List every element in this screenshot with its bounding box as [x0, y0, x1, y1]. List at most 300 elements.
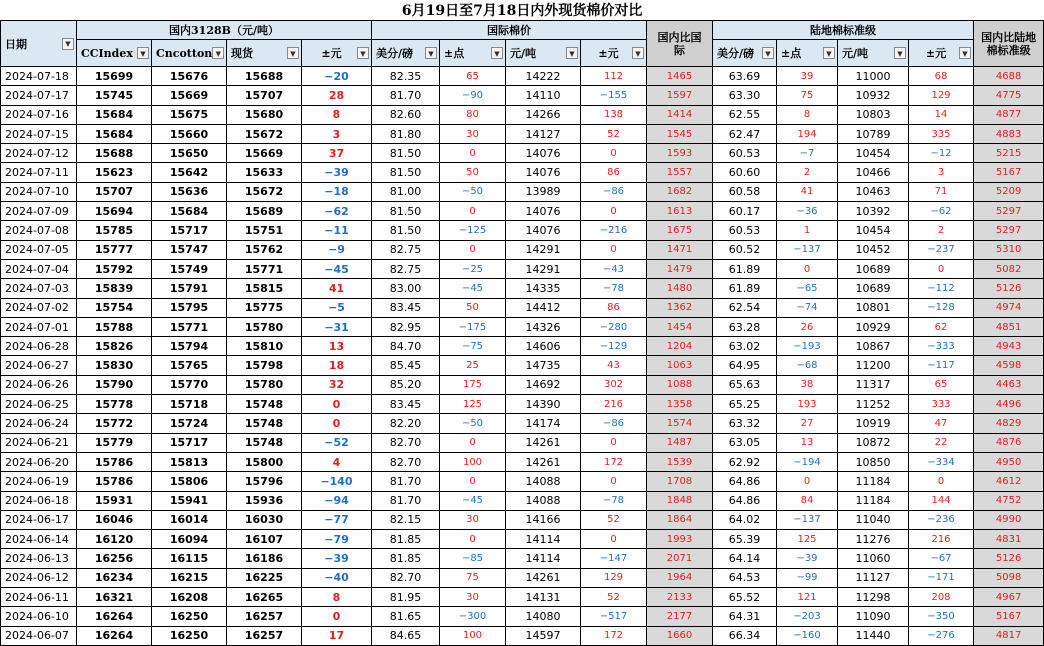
- price-cell: 14166: [506, 510, 581, 529]
- price-cell: 16014: [152, 510, 227, 529]
- col-header-landed-cents-lb[interactable]: 美分/磅 ▼: [713, 40, 777, 67]
- group-header-landed: 陆地棉标准级: [713, 21, 974, 40]
- table-row: [1, 568, 1044, 587]
- table-row: [1, 491, 1044, 510]
- filter-dropdown-icon[interactable]: ▼: [762, 47, 774, 59]
- filter-dropdown-icon[interactable]: ▼: [566, 47, 578, 59]
- table-row: [1, 86, 1044, 105]
- change-cell: 86: [581, 298, 647, 317]
- price-cell: 10867: [838, 337, 909, 356]
- price-cell: 15778: [77, 395, 152, 414]
- price-cell: 16265: [227, 588, 302, 607]
- change-cell: 0: [581, 530, 647, 549]
- spread-cell: 4496: [974, 395, 1044, 414]
- price-cell: 81.70: [372, 491, 440, 510]
- price-cell: 14076: [506, 144, 581, 163]
- col-header-cncotton[interactable]: Cncotton ▼: [152, 40, 227, 67]
- filter-dropdown-icon[interactable]: ▼: [62, 38, 74, 50]
- filter-dropdown-icon[interactable]: ▼: [959, 47, 971, 59]
- change-cell: −334: [909, 452, 974, 471]
- price-cell: 15660: [152, 124, 227, 143]
- price-cell: 15694: [77, 202, 152, 221]
- change-cell: 50: [440, 163, 506, 182]
- date-cell: 2024-06-14: [1, 530, 77, 549]
- price-cell: 81.70: [372, 472, 440, 491]
- table-row: [1, 240, 1044, 259]
- price-cell: 10872: [838, 433, 909, 452]
- col-header-intl-cents-lb[interactable]: 美分/磅 ▼: [372, 40, 440, 67]
- date-cell: 2024-06-18: [1, 491, 77, 510]
- col-header-intl-yuan-ton[interactable]: 元/吨 ▼: [506, 40, 581, 67]
- price-cell: 14131: [506, 588, 581, 607]
- spread-cell: 4974: [974, 298, 1044, 317]
- spread-cell: 1593: [647, 144, 713, 163]
- change-cell: 302: [581, 375, 647, 394]
- price-cell: 15699: [77, 67, 152, 86]
- price-cell: 14597: [506, 626, 581, 645]
- change-cell: 62: [909, 317, 974, 336]
- change-cell: 0: [302, 607, 372, 626]
- filter-dropdown-icon[interactable]: ▼: [357, 47, 369, 59]
- price-cell: 15777: [77, 240, 152, 259]
- table-row: [1, 530, 1044, 549]
- table-row: [1, 395, 1044, 414]
- price-cell: 15688: [77, 144, 152, 163]
- change-cell: 3: [302, 124, 372, 143]
- table-row: [1, 375, 1044, 394]
- change-cell: −99: [777, 568, 838, 587]
- spread-cell: 5215: [974, 144, 1044, 163]
- change-cell: 193: [777, 395, 838, 414]
- price-cell: 15798: [227, 356, 302, 375]
- price-cell: 16030: [227, 510, 302, 529]
- change-cell: −7: [777, 144, 838, 163]
- change-cell: −43: [581, 259, 647, 278]
- price-cell: 60.60: [713, 163, 777, 182]
- table-row: [1, 221, 1044, 240]
- price-cell: 15826: [77, 337, 152, 356]
- change-cell: 0: [440, 240, 506, 259]
- change-cell: −50: [440, 414, 506, 433]
- spread-cell: 4883: [974, 124, 1044, 143]
- change-cell: −5: [302, 298, 372, 317]
- change-cell: 8: [777, 105, 838, 124]
- change-cell: −160: [777, 626, 838, 645]
- price-cell: 81.95: [372, 588, 440, 607]
- filter-dropdown-icon[interactable]: ▼: [137, 47, 149, 59]
- price-cell: 81.50: [372, 163, 440, 182]
- date-cell: 2024-06-17: [1, 510, 77, 529]
- table-row: [1, 433, 1044, 452]
- price-cell: 11184: [838, 491, 909, 510]
- spread-cell: 5310: [974, 240, 1044, 259]
- change-cell: 32: [302, 375, 372, 394]
- change-cell: −112: [909, 279, 974, 298]
- price-cell: 14335: [506, 279, 581, 298]
- price-cell: 84.65: [372, 626, 440, 645]
- spread-cell: 5167: [974, 163, 1044, 182]
- spread-cell: 2133: [647, 588, 713, 607]
- change-cell: −20: [302, 67, 372, 86]
- change-cell: 138: [581, 105, 647, 124]
- change-cell: 0: [440, 433, 506, 452]
- spread-cell: 1471: [647, 240, 713, 259]
- price-cell: 15775: [227, 298, 302, 317]
- date-cell: 2024-07-01: [1, 317, 77, 336]
- price-cell: 15806: [152, 472, 227, 491]
- price-cell: 61.89: [713, 259, 777, 278]
- date-cell: 2024-07-16: [1, 105, 77, 124]
- price-cell: 15623: [77, 163, 152, 182]
- change-cell: 0: [581, 144, 647, 163]
- price-cell: 16225: [227, 568, 302, 587]
- spread-cell: 4775: [974, 86, 1044, 105]
- price-cell: 15684: [152, 202, 227, 221]
- spread-cell: 5297: [974, 202, 1044, 221]
- price-cell: 65.39: [713, 530, 777, 549]
- spread-cell: 1414: [647, 105, 713, 124]
- price-cell: 82.70: [372, 433, 440, 452]
- price-cell: 16257: [227, 607, 302, 626]
- change-cell: 71: [909, 182, 974, 201]
- filter-dropdown-icon[interactable]: ▼: [491, 47, 503, 59]
- change-cell: 0: [440, 144, 506, 163]
- price-cell: 64.95: [713, 356, 777, 375]
- spread-cell: 4950: [974, 452, 1044, 471]
- change-cell: 8: [302, 588, 372, 607]
- change-cell: −300: [440, 607, 506, 626]
- table-row: [1, 163, 1044, 182]
- table-row: [1, 124, 1044, 143]
- change-cell: −276: [909, 626, 974, 645]
- change-cell: −31: [302, 317, 372, 336]
- price-cell: 16215: [152, 568, 227, 587]
- table-row: [1, 549, 1044, 568]
- change-cell: 22: [909, 433, 974, 452]
- date-cell: 2024-07-10: [1, 182, 77, 201]
- change-cell: −39: [777, 549, 838, 568]
- price-cell: 15765: [152, 356, 227, 375]
- change-cell: −90: [440, 86, 506, 105]
- spread-cell: 1864: [647, 510, 713, 529]
- col-header-landed-yuan-change[interactable]: ±元 ▼: [909, 40, 974, 67]
- change-cell: 27: [777, 414, 838, 433]
- table-row: [1, 105, 1044, 124]
- filter-dropdown-icon[interactable]: ▼: [823, 47, 835, 59]
- price-cell: 14261: [506, 568, 581, 587]
- spread-cell: 4612: [974, 472, 1044, 491]
- date-cell: 2024-06-10: [1, 607, 77, 626]
- price-cell: 15779: [77, 433, 152, 452]
- price-cell: 82.75: [372, 259, 440, 278]
- price-cell: 82.15: [372, 510, 440, 529]
- price-cell: 15796: [227, 472, 302, 491]
- change-cell: 1: [777, 221, 838, 240]
- table-row: [1, 607, 1044, 626]
- change-cell: −12: [909, 144, 974, 163]
- price-cell: 15771: [152, 317, 227, 336]
- price-cell: 81.50: [372, 202, 440, 221]
- spread-cell: 1088: [647, 375, 713, 394]
- price-cell: 11317: [838, 375, 909, 394]
- spread-cell: 4831: [974, 530, 1044, 549]
- change-cell: 2: [909, 221, 974, 240]
- change-cell: 84: [777, 491, 838, 510]
- change-cell: −62: [909, 202, 974, 221]
- change-cell: 0: [440, 472, 506, 491]
- price-cell: 11060: [838, 549, 909, 568]
- price-cell: 15676: [152, 67, 227, 86]
- price-cell: 85.45: [372, 356, 440, 375]
- price-cell: 15780: [227, 317, 302, 336]
- change-cell: −517: [581, 607, 647, 626]
- change-cell: 129: [909, 86, 974, 105]
- price-cell: 10801: [838, 298, 909, 317]
- price-cell: 14291: [506, 240, 581, 259]
- change-cell: −50: [440, 182, 506, 201]
- change-cell: 0: [302, 414, 372, 433]
- price-cell: 15672: [227, 182, 302, 201]
- price-cell: 81.85: [372, 549, 440, 568]
- price-cell: 15770: [152, 375, 227, 394]
- date-cell: 2024-06-11: [1, 588, 77, 607]
- price-cell: 14412: [506, 298, 581, 317]
- change-cell: 14: [909, 105, 974, 124]
- price-cell: 15680: [227, 105, 302, 124]
- price-cell: 81.85: [372, 530, 440, 549]
- change-cell: −18: [302, 182, 372, 201]
- price-cell: 15786: [77, 472, 152, 491]
- price-cell: 60.53: [713, 221, 777, 240]
- price-cell: 14261: [506, 433, 581, 452]
- price-cell: 84.70: [372, 337, 440, 356]
- spread-cell: 5126: [974, 549, 1044, 568]
- table-row: [1, 510, 1044, 529]
- price-cell: 10466: [838, 163, 909, 182]
- change-cell: 47: [909, 414, 974, 433]
- change-cell: −137: [777, 510, 838, 529]
- spread-cell: 5167: [974, 607, 1044, 626]
- price-cell: 11440: [838, 626, 909, 645]
- change-cell: 0: [581, 472, 647, 491]
- price-cell: 16107: [227, 530, 302, 549]
- col-header-intl-yuan-change[interactable]: ±元 ▼: [581, 40, 647, 67]
- spread-cell: 4829: [974, 414, 1044, 433]
- col-header-date[interactable]: 日期 ▼: [1, 21, 77, 67]
- filter-dropdown-icon[interactable]: ▼: [894, 47, 906, 59]
- price-cell: 15810: [227, 337, 302, 356]
- price-cell: 81.80: [372, 124, 440, 143]
- change-cell: −86: [581, 182, 647, 201]
- change-cell: 100: [440, 452, 506, 471]
- change-cell: 50: [440, 298, 506, 317]
- price-cell: 63.28: [713, 317, 777, 336]
- change-cell: 100: [440, 626, 506, 645]
- table-row: [1, 182, 1044, 201]
- price-cell: 15675: [152, 105, 227, 124]
- change-cell: 0: [440, 530, 506, 549]
- price-cell: 15762: [227, 240, 302, 259]
- filter-dropdown-icon[interactable]: ▼: [632, 47, 644, 59]
- change-cell: 121: [777, 588, 838, 607]
- change-cell: −216: [581, 221, 647, 240]
- price-cell: 16257: [227, 626, 302, 645]
- col-header-domestic-change[interactable]: ±元 ▼: [302, 40, 372, 67]
- price-cell: 15688: [227, 67, 302, 86]
- change-cell: −333: [909, 337, 974, 356]
- price-cell: 15785: [77, 221, 152, 240]
- filter-dropdown-icon[interactable]: ▼: [425, 47, 437, 59]
- spread-cell: 5209: [974, 182, 1044, 201]
- change-cell: −237: [909, 240, 974, 259]
- change-cell: −155: [581, 86, 647, 105]
- price-cell: 15790: [77, 375, 152, 394]
- change-cell: −94: [302, 491, 372, 510]
- change-cell: 25: [440, 356, 506, 375]
- date-cell: 2024-06-26: [1, 375, 77, 394]
- price-cell: 15830: [77, 356, 152, 375]
- change-cell: 0: [777, 259, 838, 278]
- price-cell: 64.02: [713, 510, 777, 529]
- price-cell: 65.52: [713, 588, 777, 607]
- change-cell: −175: [440, 317, 506, 336]
- change-cell: 2: [777, 163, 838, 182]
- col-header-landed-yuan-ton[interactable]: 元/吨 ▼: [838, 40, 909, 67]
- change-cell: 38: [777, 375, 838, 394]
- change-cell: 216: [909, 530, 974, 549]
- price-cell: 15748: [227, 414, 302, 433]
- change-cell: −125: [440, 221, 506, 240]
- spread-cell: 1660: [647, 626, 713, 645]
- change-cell: −45: [440, 279, 506, 298]
- col-header-spot[interactable]: 现货 ▼: [227, 40, 302, 67]
- price-cell: 10789: [838, 124, 909, 143]
- group-header-domestic: 国内3128B（元/吨）: [77, 21, 372, 40]
- change-cell: 41: [777, 182, 838, 201]
- change-cell: −128: [909, 298, 974, 317]
- spread-cell: 4688: [974, 67, 1044, 86]
- change-cell: 37: [302, 144, 372, 163]
- price-cell: 15650: [152, 144, 227, 163]
- table-row: [1, 144, 1044, 163]
- date-cell: 2024-06-07: [1, 626, 77, 645]
- table-row: [1, 452, 1044, 471]
- price-cell: 15931: [77, 491, 152, 510]
- price-cell: 65.63: [713, 375, 777, 394]
- spread-cell: 5082: [974, 259, 1044, 278]
- change-cell: −52: [302, 433, 372, 452]
- date-cell: 2024-07-18: [1, 67, 77, 86]
- spread-cell: 1479: [647, 259, 713, 278]
- price-cell: 10452: [838, 240, 909, 259]
- price-cell: 15748: [227, 433, 302, 452]
- price-cell: 15669: [152, 86, 227, 105]
- price-cell: 60.58: [713, 182, 777, 201]
- change-cell: 112: [581, 67, 647, 86]
- price-cell: 83.45: [372, 395, 440, 414]
- change-cell: −171: [909, 568, 974, 587]
- price-cell: 82.70: [372, 452, 440, 471]
- change-cell: 0: [440, 202, 506, 221]
- price-cell: 14110: [506, 86, 581, 105]
- price-cell: 15936: [227, 491, 302, 510]
- col-header-landed-points-change[interactable]: ±点 ▼: [777, 40, 838, 67]
- change-cell: −85: [440, 549, 506, 568]
- change-cell: −74: [777, 298, 838, 317]
- change-cell: 129: [581, 568, 647, 587]
- filter-dropdown-icon[interactable]: ▼: [287, 47, 299, 59]
- change-cell: −40: [302, 568, 372, 587]
- date-cell: 2024-07-04: [1, 259, 77, 278]
- price-cell: 82.75: [372, 240, 440, 259]
- price-cell: 66.34: [713, 626, 777, 645]
- change-cell: 80: [440, 105, 506, 124]
- price-cell: 11200: [838, 356, 909, 375]
- price-cell: 10929: [838, 317, 909, 336]
- col-header-cc-index[interactable]: CCIndex ▼: [77, 40, 152, 67]
- change-cell: 30: [440, 588, 506, 607]
- price-cell: 15707: [77, 182, 152, 201]
- change-cell: 0: [909, 259, 974, 278]
- change-cell: −39: [302, 549, 372, 568]
- change-cell: −79: [302, 530, 372, 549]
- change-cell: 65: [909, 375, 974, 394]
- price-cell: 63.05: [713, 433, 777, 452]
- price-cell: 15689: [227, 202, 302, 221]
- group-header-ratio-landed: 国内比陆地棉标准级: [974, 21, 1044, 67]
- date-cell: 2024-07-05: [1, 240, 77, 259]
- price-cell: 15633: [227, 163, 302, 182]
- price-cell: 10454: [838, 221, 909, 240]
- filter-dropdown-icon[interactable]: ▼: [212, 47, 224, 59]
- price-cell: 15780: [227, 375, 302, 394]
- date-cell: 2024-06-21: [1, 433, 77, 452]
- table-row: [1, 626, 1044, 645]
- price-cell: 15636: [152, 182, 227, 201]
- change-cell: −78: [581, 491, 647, 510]
- spread-cell: 4990: [974, 510, 1044, 529]
- date-cell: 2024-07-02: [1, 298, 77, 317]
- table-row: [1, 259, 1044, 278]
- price-cell: 14266: [506, 105, 581, 124]
- price-cell: 82.95: [372, 317, 440, 336]
- table-row: [1, 279, 1044, 298]
- price-cell: 14174: [506, 414, 581, 433]
- price-cell: 16115: [152, 549, 227, 568]
- price-cell: 15815: [227, 279, 302, 298]
- change-cell: 65: [440, 67, 506, 86]
- change-cell: −193: [777, 337, 838, 356]
- price-cell: 11252: [838, 395, 909, 414]
- change-cell: −236: [909, 510, 974, 529]
- spread-cell: 1597: [647, 86, 713, 105]
- spread-cell: 1480: [647, 279, 713, 298]
- price-cell: 16264: [77, 607, 152, 626]
- price-cell: 14114: [506, 549, 581, 568]
- spread-cell: 1848: [647, 491, 713, 510]
- price-cell: 63.30: [713, 86, 777, 105]
- price-cell: 16186: [227, 549, 302, 568]
- date-cell: 2024-06-28: [1, 337, 77, 356]
- change-cell: −62: [302, 202, 372, 221]
- change-cell: −77: [302, 510, 372, 529]
- change-cell: −65: [777, 279, 838, 298]
- change-cell: −39: [302, 163, 372, 182]
- price-cell: 15717: [152, 221, 227, 240]
- change-cell: 43: [581, 356, 647, 375]
- col-header-intl-points-change[interactable]: ±点 ▼: [440, 40, 506, 67]
- price-cell: 61.89: [713, 279, 777, 298]
